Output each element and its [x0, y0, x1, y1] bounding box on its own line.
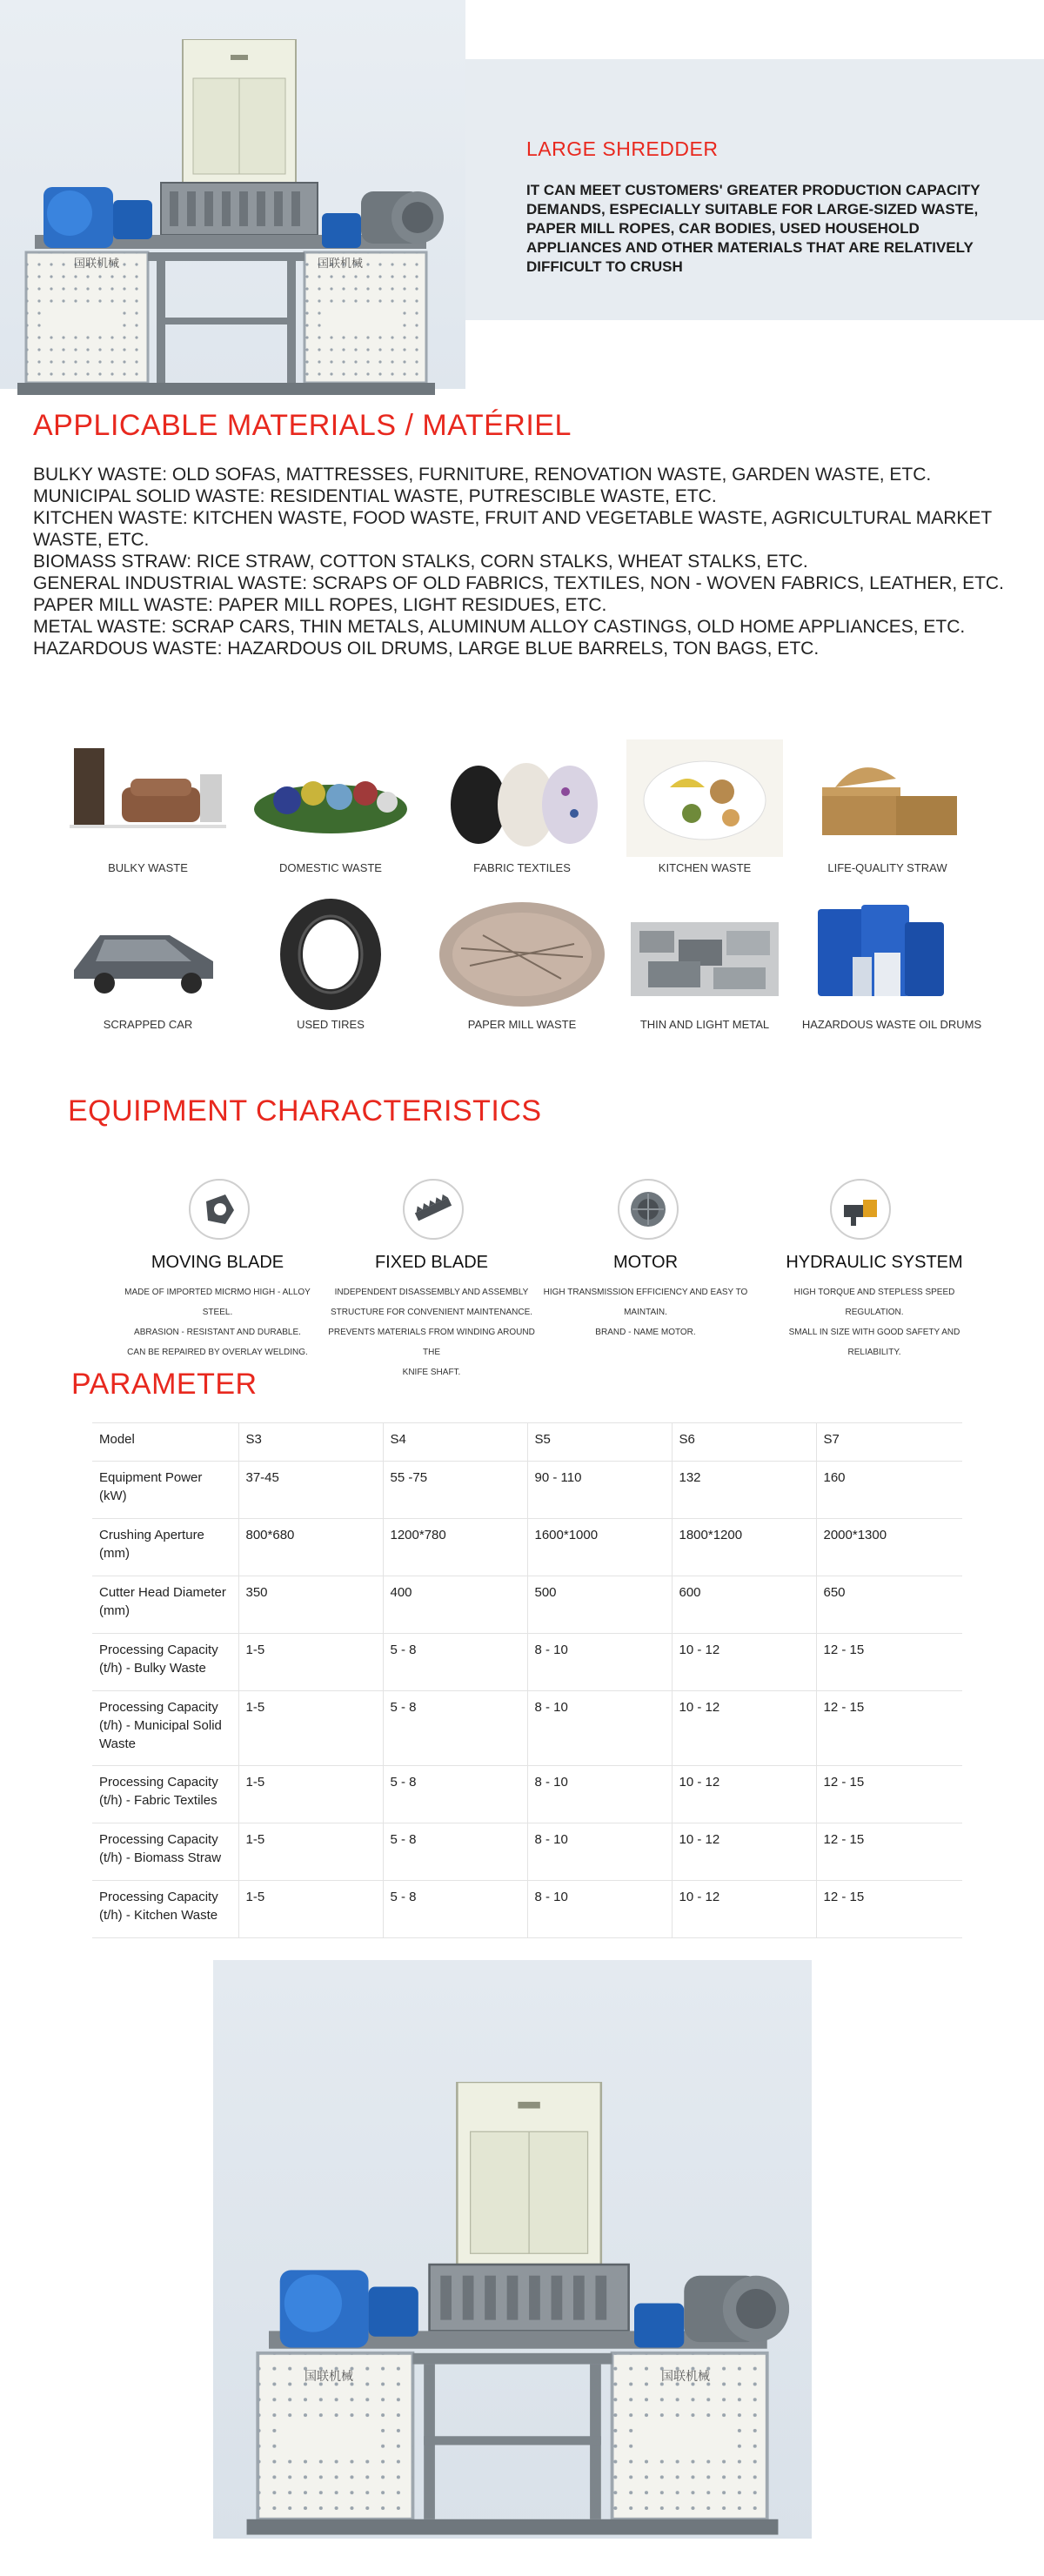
material-line: BULKY WASTE: OLD SOFAS, MATTRESSES, FURNITURE, RENOVATION WASTE, GARDEN WASTE, ETC.	[33, 465, 932, 485]
hydraulic-system-icon	[830, 1179, 891, 1240]
materials-list	[33, 464, 1016, 659]
brand-mark: 国联机械	[304, 2369, 353, 2383]
domestic-waste-image	[252, 739, 409, 857]
material-line: HAZARDOUS WASTE: HAZARDOUS OIL DRUMS, LARGE BLUE BARRELS, TON BAGS, ETC.	[33, 639, 820, 659]
table-row: Processing Capacity (t/h) - Biomass Straw 1-5 5 - 8 8 - 10 10 - 12 12 - 15	[92, 1823, 962, 1881]
material-line: PAPER MILL WASTE: PAPER MILL ROPES, LIGHT RESIDUES, ETC.	[33, 595, 607, 615]
brand-mark: 国联机械	[74, 257, 120, 270]
parameter-table	[92, 1422, 962, 1938]
table-row: Model S3 S4 S5 S6 S7	[92, 1423, 962, 1462]
fixed-blade-title: FIXED BLADE	[374, 1253, 489, 1272]
features-title: EQUIPMENT CHARACTERISTICS	[68, 1094, 542, 1127]
domestic-waste-label: DOMESTIC WASTE	[279, 861, 382, 874]
hydraulic-system-desc: HIGH TORQUE AND STEPLESS SPEED REGULATION. SMALL IN SIZE WITH GOOD SAFETY AND RELIABILITY.	[788, 1288, 960, 1357]
motor-desc: HIGH TRANSMISSION EFFICIENCY AND EASY TO MAINTAIN. BRAND - NAME MOTOR.	[543, 1288, 748, 1337]
moving-blade-icon	[189, 1179, 250, 1240]
kitchen-waste-label: KITCHEN WASTE	[658, 861, 752, 874]
materials-title: APPLICABLE MATERIALS / MATÉRIEL	[33, 409, 572, 442]
oil-drums-image	[809, 896, 966, 1014]
hero-description: IT CAN MEET CUSTOMERS' GREATER PRODUCTION CAPACITY DEMANDS, ESPECIALLY SUITABLE FOR LARGE-SIZED WASTE, PAPER MILL ROPES, CAR BODIES, USED HOUSEHOLD APPLIANCES AND OTHER MATERIALS THAT ARE RELATIVELY DIFFICULT TO CRUSH	[526, 182, 980, 275]
brand-mark: 国联机械	[661, 2369, 710, 2383]
fabric-textiles-image	[444, 739, 600, 857]
moving-blade-desc: MADE OF IMPORTED MICRMO HIGH - ALLOY STEEL. ABRASION - RESISTANT AND DURABLE. CAN BE REPAIRED BY OVERLAY WELDING.	[124, 1288, 311, 1357]
parameter-title: PARAMETER	[71, 1368, 258, 1401]
fixed-blade-desc: INDEPENDENT DISASSEMBLY AND ASSEMBLY STRUCTURE FOR CONVENIENT MAINTENANCE. PREVENTS MATERIALS FROM WINDING AROUND THE KNIFE SHAFT.	[328, 1288, 535, 1377]
straw-image	[809, 739, 966, 857]
table-row: Processing Capacity (t/h) - Kitchen Waste 1-5 5 - 8 8 - 10 10 - 12 12 - 15	[92, 1881, 962, 1938]
fixed-blade-icon	[403, 1179, 464, 1240]
scrapped-car-image	[70, 896, 226, 1014]
material-line: KITCHEN WASTE: KITCHEN WASTE, FOOD WASTE, FRUIT AND VEGETABLE WASTE, AGRICULTURAL MARKET WASTE, ETC.	[33, 508, 992, 550]
motor-icon	[618, 1179, 679, 1240]
table-row: Cutter Head Diameter (mm) 350 400 500 600 650	[92, 1576, 962, 1634]
oil-drums-label: HAZARDOUS WASTE OIL DRUMS	[801, 1018, 982, 1031]
material-line: MUNICIPAL SOLID WASTE: RESIDENTIAL WASTE, PUTRESCIBLE WASTE, ETC.	[33, 486, 717, 506]
shredder-machine-image	[9, 39, 444, 422]
bulky-waste-label: BULKY WASTE	[108, 861, 188, 874]
table-row: Processing Capacity (t/h) - Bulky Waste 1-5 5 - 8 8 - 10 10 - 12 12 - 15	[92, 1634, 962, 1691]
table-row: Processing Capacity (t/h) - Municipal Solid Waste 1-5 5 - 8 8 - 10 10 - 12 12 - 15	[92, 1691, 962, 1766]
paper-mill-waste-label: PAPER MILL WASTE	[467, 1018, 577, 1031]
paper-mill-waste-image	[435, 896, 592, 1014]
straw-label: LIFE-QUALITY STRAW	[827, 861, 947, 874]
scrapped-car-label: SCRAPPED CAR	[103, 1018, 193, 1031]
moving-blade-title: MOVING BLADE	[151, 1253, 284, 1272]
used-tires-label: USED TIRES	[297, 1018, 365, 1031]
hero-title: LARGE SHREDDER	[526, 137, 719, 160]
thin-light-metal-image	[626, 896, 783, 1014]
thin-light-metal-label: THIN AND LIGHT METAL	[639, 1018, 770, 1031]
hero-machine-photo	[0, 0, 465, 389]
table-row: Crushing Aperture (mm) 800*680 1200*780 1600*1000 1800*1200 2000*1300	[92, 1519, 962, 1576]
kitchen-waste-image	[626, 739, 783, 857]
hydraulic-system-title: HYDRAULIC SYSTEM	[786, 1253, 963, 1272]
material-line: METAL WASTE: SCRAP CARS, THIN METALS, ALUMINUM ALLOY CASTINGS, OLD HOME APPLIANCES, ETC.	[33, 617, 966, 637]
brand-mark: 国联机械	[318, 257, 364, 270]
material-line: BIOMASS STRAW: RICE STRAW, COTTON STALKS, CORN STALKS, WHEAT STALKS, ETC.	[33, 552, 808, 572]
bulky-waste-image	[70, 739, 226, 857]
material-line: GENERAL INDUSTRIAL WASTE: SCRAPS OF OLD FABRICS, TEXTILES, NON - WOVEN FABRICS, LEATHER, ETC.	[33, 573, 1004, 593]
machine-photo-bottom	[213, 1960, 812, 2539]
table-row: Processing Capacity (t/h) - Fabric Textiles 1-5 5 - 8 8 - 10 10 - 12 12 - 15	[92, 1766, 962, 1823]
used-tires-image	[252, 896, 409, 1014]
motor-title: MOTOR	[612, 1253, 679, 1272]
fabric-textiles-label: FABRIC TEXTILES	[473, 861, 571, 874]
shredder-machine-image	[234, 2082, 791, 2569]
table-row: Equipment Power (kW) 37-45 55 -75 90 - 110 132 160	[92, 1462, 962, 1519]
